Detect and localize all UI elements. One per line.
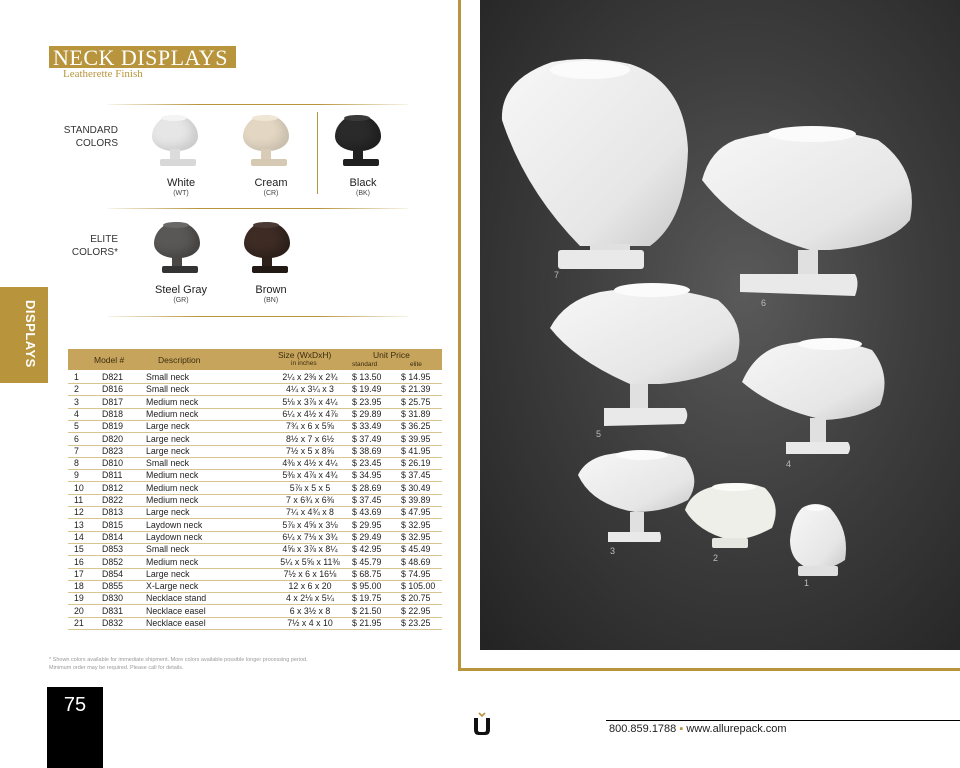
price-elite: $ 14.95 <box>401 372 431 382</box>
description: Medium neck <box>146 470 199 481</box>
table-row <box>68 531 442 544</box>
row-number: 17 <box>74 568 84 579</box>
model-number: D831 <box>102 605 124 616</box>
price-elite: $ 39.89 <box>401 495 431 505</box>
row-number: 13 <box>74 519 84 530</box>
price-elite: $ 74.95 <box>401 568 431 579</box>
price-standard: $ 13.50 <box>352 372 382 382</box>
size: 6¼ x 7⅛ x 3¾ <box>282 531 338 542</box>
swatch-brown-image <box>236 222 306 276</box>
swatch-steel-gray-name: Steel Gray <box>155 284 207 296</box>
elite-colors-label: ELITE COLORS* <box>71 234 118 258</box>
table-row <box>68 568 442 581</box>
row-number: 18 <box>74 581 84 592</box>
swatch-steel-gray-image <box>146 222 216 276</box>
table-row <box>68 469 442 482</box>
model-number: D822 <box>102 495 124 505</box>
photo-label-2: 2 <box>713 553 719 563</box>
price-standard: $ 34.95 <box>352 470 382 481</box>
table-row <box>68 445 442 458</box>
row-number: 9 <box>74 470 79 481</box>
description: Small neck <box>146 384 190 395</box>
table-header <box>68 349 442 370</box>
model-number: D811 <box>102 470 123 481</box>
row-number: 14 <box>74 531 84 542</box>
description: Small neck <box>146 458 190 469</box>
footer-rule <box>606 720 960 721</box>
size: 4 x 2⅛ x 5¼ <box>286 593 334 604</box>
size: 7½ x 5 x 8⅝ <box>286 445 334 456</box>
table-row <box>68 457 442 470</box>
bust-3 <box>578 450 694 542</box>
description: Medium neck <box>146 396 199 407</box>
page-title: NECK DISPLAYS <box>53 45 229 70</box>
row-number: 12 <box>74 507 84 518</box>
price-elite: $ 36.25 <box>401 421 431 432</box>
model-number: D818 <box>102 408 124 419</box>
model-number: D830 <box>102 593 124 604</box>
price-elite: $ 30.49 <box>401 482 431 493</box>
description: Large neck <box>146 507 190 518</box>
price-elite: $ 39.95 <box>401 433 431 444</box>
price-standard: $ 29.95 <box>352 519 382 530</box>
size: 4⅜ x 4½ x 4¼ <box>282 458 338 469</box>
size: 6¼ x 4½ x 4⅞ <box>282 408 338 419</box>
price-standard: $ 29.49 <box>352 531 382 542</box>
price-standard: $ 37.45 <box>352 495 382 505</box>
description: Small neck <box>146 544 190 555</box>
divider-bottom <box>108 316 408 317</box>
swatch-white-name: White <box>166 177 196 189</box>
table-row <box>68 383 442 396</box>
bust-1 <box>790 504 846 576</box>
description: Large neck <box>146 445 190 456</box>
price-elite: $ 32.95 <box>401 519 431 530</box>
swatch-brown-code: (BN) <box>263 297 279 304</box>
table-row <box>68 420 442 433</box>
row-number: 1 <box>74 372 79 382</box>
row-number: 10 <box>74 482 84 493</box>
model-number: D832 <box>102 618 124 628</box>
table-row <box>68 592 442 605</box>
price-standard: $ 38.69 <box>352 445 382 456</box>
brand-logo <box>470 712 494 736</box>
table-row <box>68 605 442 618</box>
header-standard: standard <box>352 361 378 368</box>
description: Necklace easel <box>146 605 206 616</box>
description: Medium neck <box>146 482 199 493</box>
swatch-white-image <box>144 115 214 169</box>
model-number: D820 <box>102 433 124 444</box>
size: 6 x 3½ x 8 <box>289 605 331 616</box>
table-row <box>68 408 442 421</box>
description: X-Large neck <box>146 581 199 592</box>
model-number: D810 <box>102 458 124 469</box>
price-elite: $ 23.25 <box>401 618 431 628</box>
row-number: 11 <box>74 495 84 505</box>
price-standard: $ 42.95 <box>352 544 382 555</box>
price-elite: $ 25.75 <box>401 396 431 407</box>
table-row <box>68 556 442 569</box>
price-elite: $ 45.49 <box>401 544 431 555</box>
swatch-steel-gray-code: (GR) <box>173 297 189 304</box>
swatch-cream-code: (CR) <box>263 190 279 197</box>
table-row <box>68 494 442 507</box>
model-number: D854 <box>102 568 124 579</box>
price-standard: $ 33.49 <box>352 421 382 432</box>
size: 2¼ x 2⅜ x 2¾ <box>282 372 338 382</box>
footnote: * Shown colors available for immediate shipment. More colors available possible longer processing period. Minimum order may be required. Please call for details. <box>49 657 308 671</box>
price-elite: $ 41.95 <box>401 445 431 456</box>
page-subtitle: Leatherette Finish <box>63 68 143 80</box>
description: Necklace easel <box>146 618 206 628</box>
price-standard: $ 43.69 <box>352 507 382 518</box>
model-number: D816 <box>102 384 124 395</box>
row-number: 7 <box>74 445 79 456</box>
table-row <box>68 433 442 446</box>
photo-label-6: 6 <box>761 298 767 308</box>
description: Medium neck <box>146 408 199 419</box>
size: 7½ x 6 x 16⅛ <box>283 568 337 579</box>
swatch-black-code: (BK) <box>356 190 370 197</box>
description: Laydown neck <box>146 531 203 542</box>
model-number: D812 <box>102 482 124 493</box>
price-standard: $ 95.00 <box>352 581 382 592</box>
price-standard: $ 21.50 <box>352 605 382 616</box>
size: 4⅝ x 3⅞ x 8¼ <box>282 544 338 555</box>
swatch-black-name: Black <box>349 177 377 189</box>
header-price: Unit Price <box>373 350 410 360</box>
price-elite: $ 37.45 <box>401 470 431 481</box>
row-number: 2 <box>74 384 79 395</box>
price-elite: $ 48.69 <box>401 556 431 567</box>
size: 7¾ x 6 x 5⅝ <box>286 421 334 432</box>
header-size-unit: in inches <box>291 360 317 367</box>
size: 5⅛ x 3⅞ x 4¼ <box>282 396 338 407</box>
description: Large neck <box>146 568 190 579</box>
row-number: 5 <box>74 421 79 432</box>
description: Laydown neck <box>146 519 203 530</box>
price-standard: $ 45.79 <box>352 556 382 567</box>
header-size: Size (WxDxH) <box>278 350 332 360</box>
swatch-white-code: (WT) <box>173 190 189 197</box>
size: 7 x 6¾ x 6⅜ <box>286 495 334 505</box>
table-row <box>68 371 442 384</box>
row-number: 6 <box>74 433 79 444</box>
swatch-cream-image <box>235 115 305 169</box>
page-number: 75 <box>63 694 87 716</box>
row-number: 20 <box>74 605 84 616</box>
model-number: D821 <box>102 372 124 382</box>
swatch-brown-name: Brown <box>255 284 287 296</box>
photo-label-7: 7 <box>554 270 560 280</box>
model-number: D853 <box>102 544 124 555</box>
website-link[interactable]: www.allurepack.com <box>686 723 787 735</box>
size: 12 x 6 x 20 <box>288 581 332 592</box>
divider-top <box>108 104 408 105</box>
table-row <box>68 519 442 532</box>
header-elite: elite <box>410 361 422 368</box>
price-elite: $ 47.95 <box>401 507 431 518</box>
description: Small neck <box>146 372 190 382</box>
bust-7 <box>502 59 688 269</box>
model-number: D819 <box>102 421 124 432</box>
price-standard: $ 21.95 <box>352 618 382 628</box>
row-number: 19 <box>74 593 84 604</box>
table-row <box>68 543 442 556</box>
product-illustration <box>480 0 960 650</box>
description: Large neck <box>146 433 190 444</box>
description: Necklace stand <box>146 593 207 604</box>
price-standard: $ 28.69 <box>352 482 382 493</box>
photo-label-4: 4 <box>786 459 792 469</box>
price-standard: $ 29.89 <box>352 408 382 419</box>
separator-dot: ▪ <box>679 723 684 735</box>
standard-colors-label: STANDARD COLORS <box>63 125 118 149</box>
price-standard: $ 23.95 <box>352 396 382 407</box>
model-number: D817 <box>102 396 124 407</box>
price-elite: $ 26.19 <box>401 458 431 469</box>
photo-label-5: 5 <box>596 429 602 439</box>
price-elite: $ 20.75 <box>401 593 431 604</box>
model-number: D823 <box>102 445 124 456</box>
contact-info <box>609 723 787 735</box>
bust-2 <box>685 483 776 548</box>
size: 5⅜ x 4⅞ x 4¾ <box>282 470 338 481</box>
size: 5⅞ x 5 x 5 <box>289 482 331 493</box>
size: 4¼ x 3¼ x 3 <box>286 384 334 395</box>
header-model: Model # <box>94 355 125 365</box>
price-standard: $ 68.75 <box>352 568 382 579</box>
price-elite: $ 105.00 <box>401 581 436 592</box>
product-photo <box>480 0 960 650</box>
table-row <box>68 580 442 593</box>
size: 8½ x 7 x 6½ <box>286 433 334 444</box>
price-elite: $ 22.95 <box>401 605 431 616</box>
model-number: D852 <box>102 556 124 567</box>
price-standard: $ 19.49 <box>352 384 382 395</box>
row-number: 8 <box>74 458 79 469</box>
model-number: D815 <box>102 519 124 530</box>
table-row <box>68 396 442 409</box>
swatch-black-image <box>327 115 397 169</box>
bust-5 <box>550 283 739 426</box>
photo-label-3: 3 <box>610 546 616 556</box>
row-number: 16 <box>74 556 84 567</box>
size: 5¼ x 5⅝ x 11⅜ <box>280 556 340 567</box>
row-number: 3 <box>74 396 79 407</box>
size: 7½ x 4 x 10 <box>287 618 333 628</box>
section-tab-label: DISPLAYS <box>23 300 38 368</box>
description: Large neck <box>146 421 190 432</box>
price-elite: $ 31.89 <box>401 408 431 419</box>
price-standard: $ 19.75 <box>352 593 382 604</box>
price-standard: $ 37.49 <box>352 433 382 444</box>
divider-middle <box>108 208 408 209</box>
table-row <box>68 482 442 495</box>
header-description: Description <box>158 355 201 365</box>
swatch-cream-name: Cream <box>254 177 288 189</box>
description: Medium neck <box>146 495 199 505</box>
row-number: 4 <box>74 408 79 419</box>
size: 5⅞ x 4⅝ x 3⅛ <box>282 519 338 530</box>
table-row <box>68 506 442 519</box>
phone-number[interactable]: 800.859.1788 <box>609 723 677 735</box>
model-number: D813 <box>102 507 124 518</box>
price-standard: $ 23.45 <box>352 458 382 469</box>
model-number: D814 <box>102 531 124 542</box>
description: Medium neck <box>146 556 199 567</box>
price-elite: $ 21.39 <box>401 384 431 395</box>
model-number: D855 <box>102 581 124 592</box>
table-row <box>68 617 442 630</box>
price-elite: $ 32.95 <box>401 531 431 542</box>
photo-label-1: 1 <box>804 578 810 588</box>
bust-4 <box>742 338 885 454</box>
row-number: 21 <box>74 618 84 628</box>
size: 7¼ x 4¾ x 8 <box>286 507 334 518</box>
bust-6 <box>702 126 912 296</box>
row-number: 15 <box>74 544 84 555</box>
